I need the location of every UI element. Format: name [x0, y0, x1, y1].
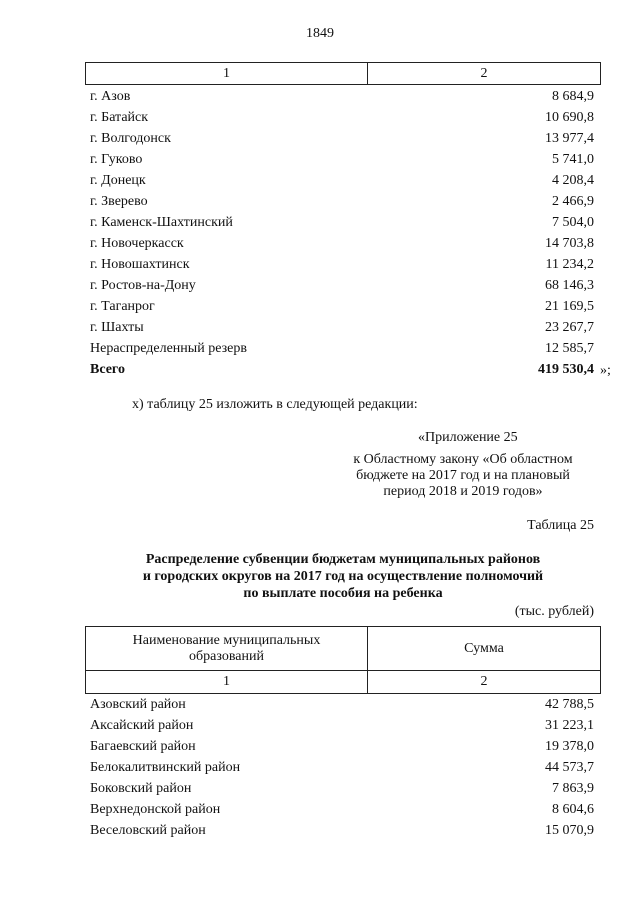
table-row	[90, 778, 594, 799]
table-row	[90, 820, 594, 841]
table-row	[90, 191, 594, 212]
row-value: 2 466,9	[552, 194, 594, 209]
row-name: Нераспределенный резерв	[90, 341, 247, 356]
table-row	[90, 149, 594, 170]
appendix-reference	[330, 452, 596, 500]
table2-body	[90, 694, 594, 841]
table-row	[90, 799, 594, 820]
header-line: образований	[189, 648, 264, 664]
amendment-instruction: х) таблицу 25 изложить в следующей редакции:	[132, 397, 418, 412]
appendix-line: к Областному закону «Об областном	[353, 452, 573, 467]
table-row	[90, 254, 594, 275]
row-value: 7 504,0	[552, 215, 594, 230]
page-number: 1849	[306, 26, 334, 41]
units-label: (тыс. рублей)	[514, 604, 594, 619]
row-value: 7 863,9	[552, 781, 594, 796]
table-row	[90, 338, 594, 359]
header-line: Наименование муниципальных	[132, 632, 321, 648]
appendix-line: бюджете на 2017 год и на плановый	[356, 468, 570, 483]
table-row	[90, 715, 594, 736]
table-row	[90, 296, 594, 317]
title-line: по выплате пособия на ребенка	[243, 586, 443, 601]
row-value: 10 690,8	[545, 110, 594, 125]
row-name: г. Гуково	[90, 152, 143, 167]
table2-col1-number: 1	[86, 671, 368, 693]
row-value: 23 267,7	[545, 320, 594, 335]
row-value: 68 146,3	[545, 278, 594, 293]
table-row	[90, 317, 594, 338]
table2-col2-number: 2	[480, 674, 488, 689]
table-row	[90, 736, 594, 757]
row-value: 42 788,5	[545, 697, 594, 712]
row-name: г. Ростов-на-Дону	[90, 278, 196, 293]
table-row	[90, 170, 594, 191]
row-name: Боковский район	[90, 781, 192, 796]
row-name: г. Новочеркасск	[90, 236, 184, 251]
total-value: 419 530,4	[538, 362, 594, 377]
row-name: Азовский район	[90, 697, 186, 712]
table-row	[90, 107, 594, 128]
row-value: 4 208,4	[552, 173, 594, 188]
row-value: 11 234,2	[545, 257, 594, 272]
table-title	[85, 551, 601, 602]
row-name: г. Донецк	[90, 173, 146, 188]
row-value: 19 378,0	[545, 739, 594, 754]
table-row	[90, 212, 594, 233]
row-name: Аксайский район	[90, 718, 194, 733]
row-value: 14 703,8	[545, 236, 594, 251]
row-name: г. Таганрог	[90, 299, 155, 314]
row-name: г. Каменск-Шахтинский	[90, 215, 233, 230]
title-line: и городских округов на 2017 год на осуществление полномочий	[142, 569, 544, 584]
table1-col2-number: 2	[480, 65, 488, 81]
table-label: Таблица 25	[527, 518, 594, 533]
row-name: г. Волгодонск	[90, 131, 171, 146]
table1-body	[90, 86, 594, 380]
row-name: г. Батайск	[90, 110, 149, 125]
table-row	[90, 86, 594, 107]
title-line: Распределение субвенции бюджетам муниципальных районов	[145, 552, 541, 567]
row-value: 12 585,7	[545, 341, 594, 356]
table-row	[90, 128, 594, 149]
table2-number-row	[86, 671, 600, 693]
row-value: 13 977,4	[545, 131, 594, 146]
table2-header	[85, 626, 601, 694]
table2-col1-header	[86, 627, 368, 670]
row-value: 21 169,5	[545, 299, 594, 314]
row-name: Верхнедонской район	[90, 802, 221, 817]
row-name: г. Новошахтинск	[90, 257, 190, 272]
table-row	[90, 694, 594, 715]
row-value: 8 684,9	[552, 89, 594, 104]
closing-quote: »;	[600, 363, 611, 378]
row-value: 31 223,1	[545, 718, 594, 733]
total-row	[90, 359, 594, 380]
row-name: Белокалитвинский район	[90, 760, 241, 775]
appendix-line: период 2018 и 2019 годов»	[383, 484, 543, 499]
table1-col1-number: 1	[86, 63, 368, 84]
table-row	[90, 757, 594, 778]
row-name: Веселовский район	[90, 823, 206, 838]
row-name: г. Азов	[90, 89, 131, 104]
row-name: г. Зверево	[90, 194, 148, 209]
table2-header-row	[86, 627, 600, 671]
row-value: 15 070,9	[545, 823, 594, 838]
total-label: Всего	[90, 362, 125, 377]
table-row	[90, 275, 594, 296]
row-value: 44 573,7	[545, 760, 594, 775]
row-name: г. Шахты	[90, 320, 144, 335]
row-name: Багаевский район	[90, 739, 196, 754]
row-value: 5 741,0	[552, 152, 594, 167]
table1-header	[85, 62, 601, 85]
table-row	[90, 233, 594, 254]
row-value: 8 604,6	[552, 802, 594, 817]
appendix-title: «Приложение 25	[418, 430, 518, 445]
table2-col2-header: Сумма	[464, 640, 504, 656]
